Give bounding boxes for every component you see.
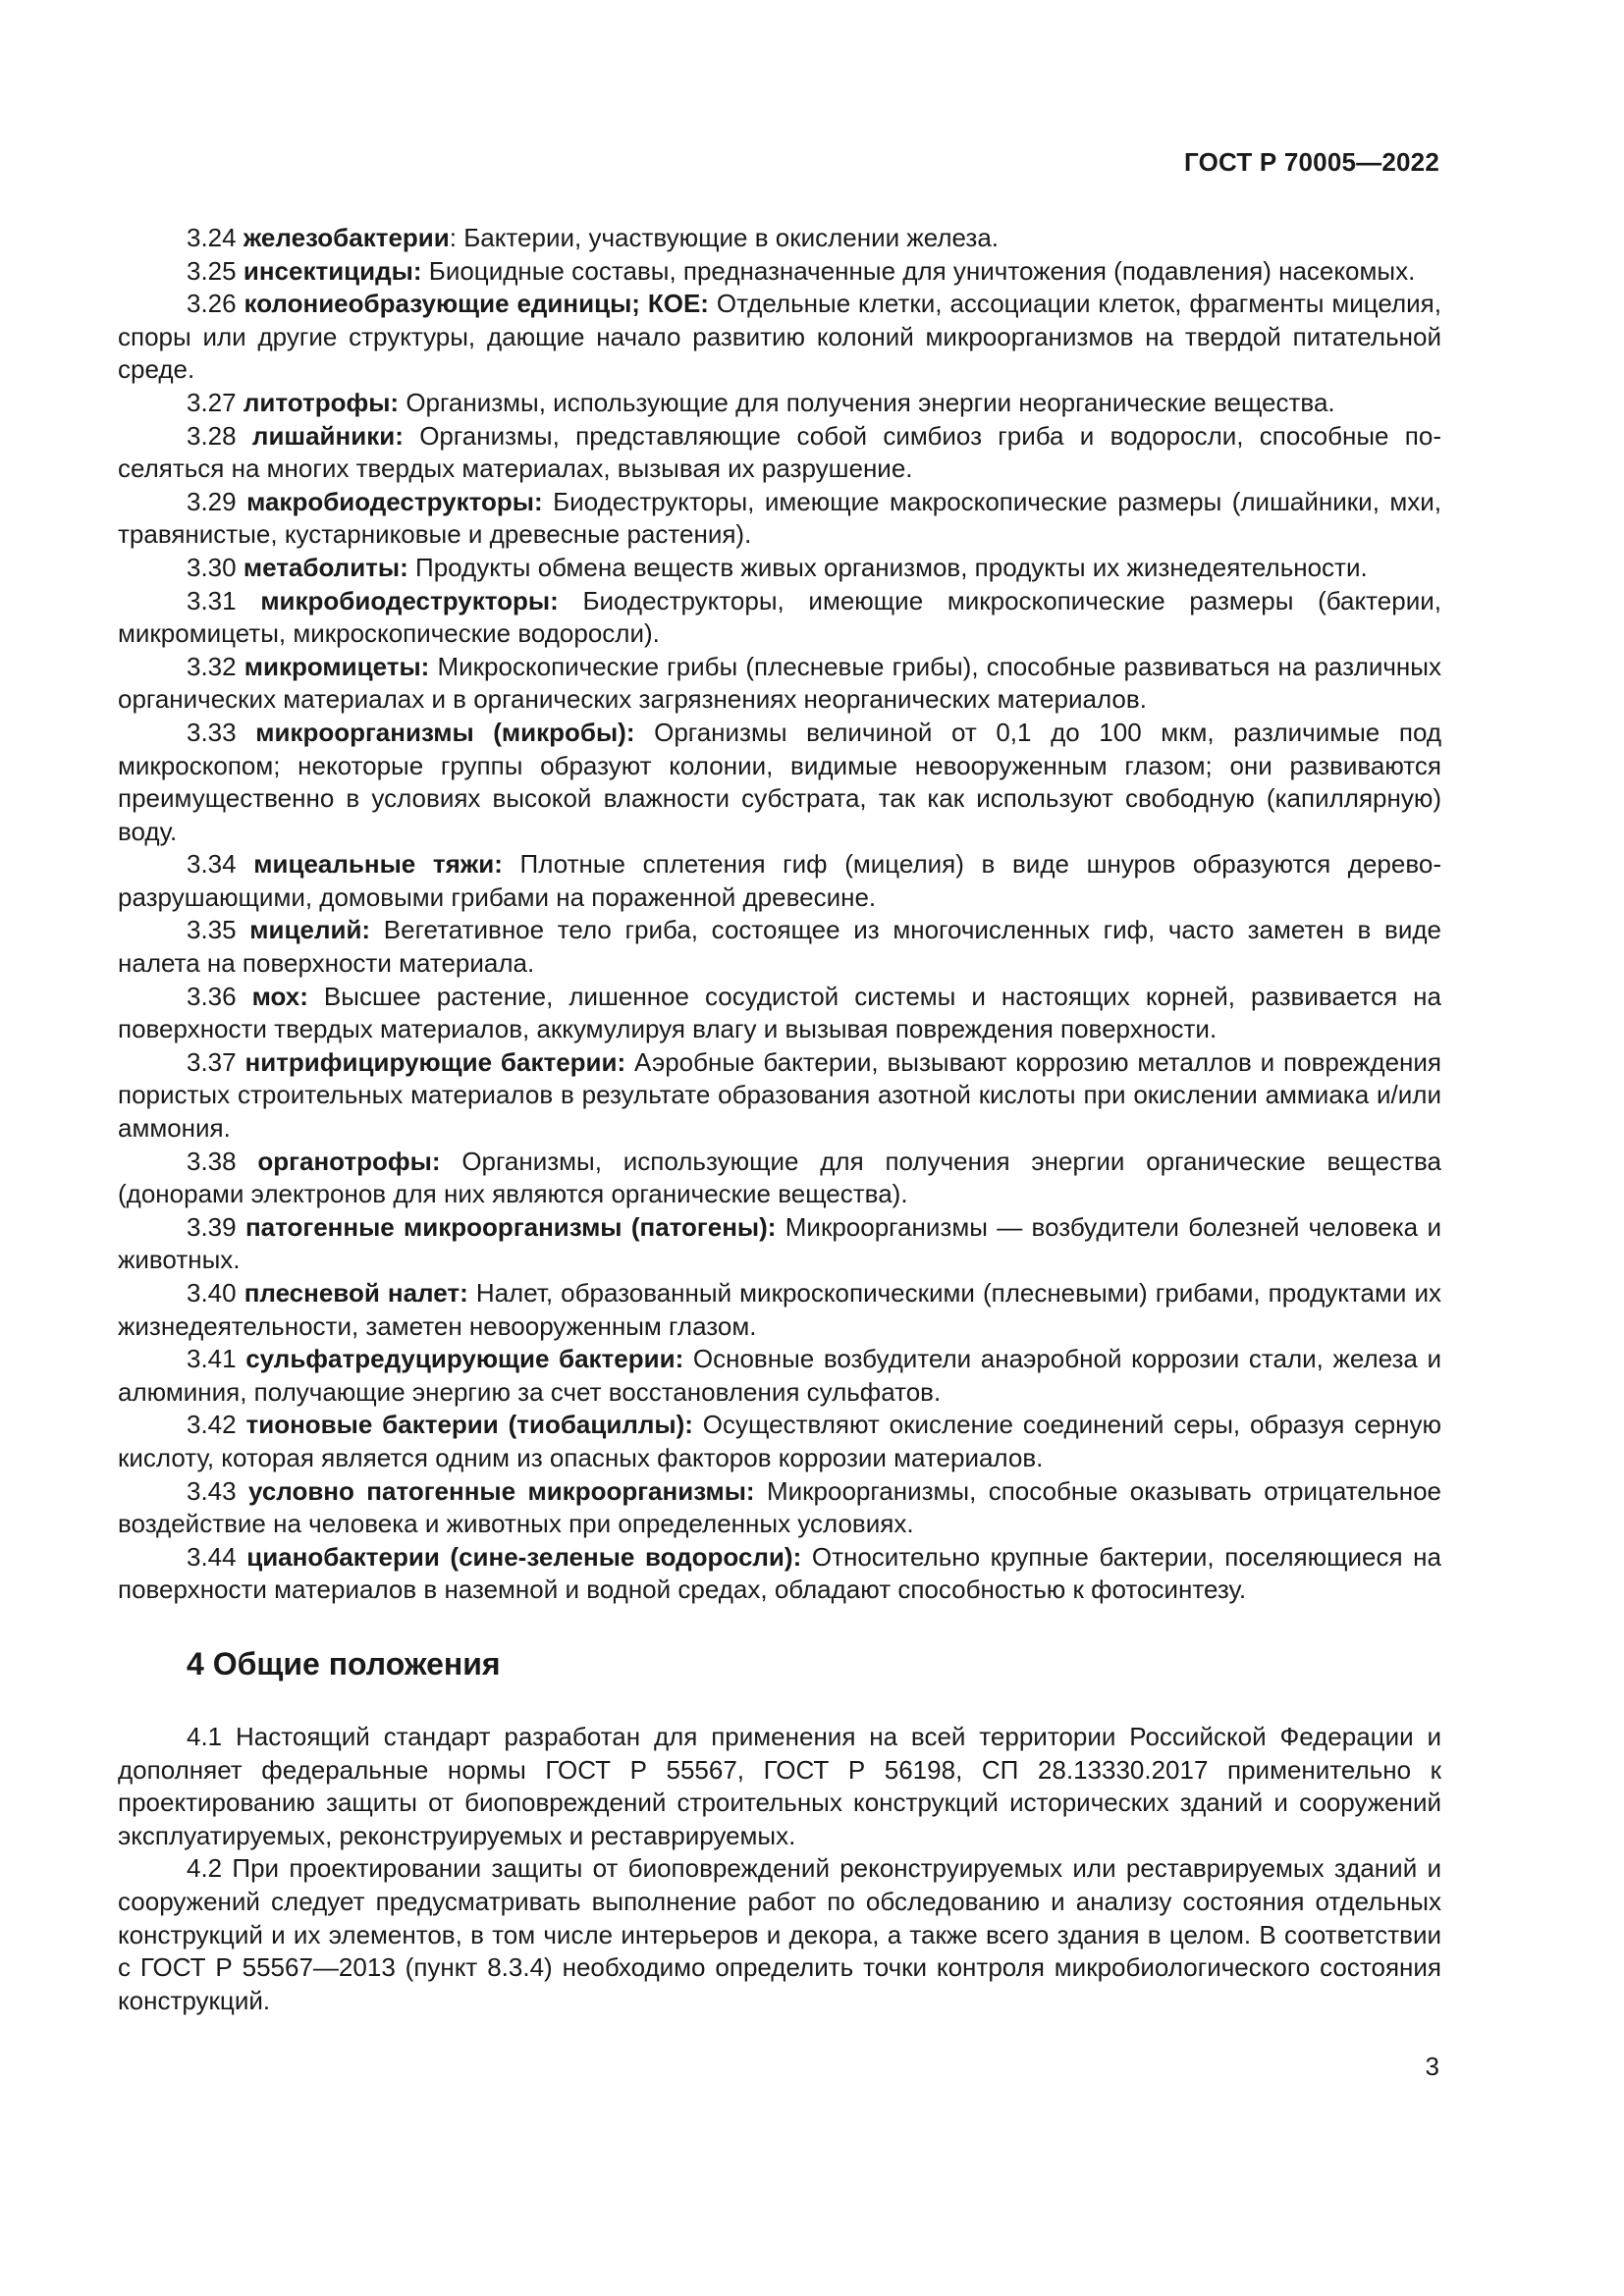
term-definition: Микроскопические грибы (плесневые грибы), способные развиваться на различных органических материалах и в органических загрязнениях неорганических материалов. — [118, 651, 1441, 715]
term-name: органотрофы: — [257, 1146, 441, 1176]
page-content — [118, 222, 1441, 2017]
term-separator — [503, 849, 520, 879]
term-separator — [408, 553, 415, 582]
term-name: лишайники: — [251, 420, 404, 451]
section-4-paragraph-2: 4.2 При проектировании защиты от биоповреждений реконструируемых или реставрируемых зданий и сооружений следует предусматривать выполнение работ по обследованию и анализу состояния отдельных конструкций и их элементов, в том числе интерьеров и декора, а также всего здания в целом. В соответствии с ГОСТ Р 55567—2013 (пункт 8.3.4) необходимо определить точки контроля микробиологического состояния конструкций. — [118, 1853, 1441, 2015]
term-number: 3.30 — [187, 552, 237, 582]
term-name: колониеобразующие единицы; КОЕ: — [244, 289, 709, 319]
term-name: мицеальные тяжи: — [253, 849, 503, 880]
term-number: 3.24 — [187, 223, 237, 252]
term-definition-item — [118, 914, 1441, 980]
term-name: мох: — [251, 981, 308, 1011]
term-name: железобактерии — [243, 223, 450, 252]
term-separator — [683, 1344, 693, 1373]
term-number: 3.29 — [187, 486, 237, 516]
term-definition: Налет, образованный микроскопическими (плесневыми) грибами, продуктами их жизнедеятельности, заметен невооруженным глазом. — [118, 1278, 1442, 1341]
term-separator — [693, 1410, 703, 1439]
term-separator — [755, 1476, 767, 1506]
term-definition-item — [118, 651, 1441, 717]
term-definition-item — [118, 387, 1441, 420]
term-definition: Организмы, использующие для получения энергии органические вещества (донорами электронов для них являются органические вещества). — [118, 1146, 1441, 1209]
term-number: 3.35 — [187, 915, 237, 945]
term-definition-item — [118, 1475, 1441, 1541]
term-number: 3.27 — [187, 387, 237, 417]
term-definition: Отдельные клетки, ассоциации клеток, фрагменты мицелия, споры или другие структуры, дающие начало развитию колоний микроорганизмов на твердой питательной среде. — [118, 289, 1441, 385]
term-name: микроорганизмы (микробы): — [255, 717, 635, 747]
term-definition-item — [118, 1409, 1441, 1474]
term-number: 3.34 — [187, 849, 237, 880]
term-name: цианобактерии (сине-зеленые водоросли): — [246, 1541, 802, 1572]
term-number: 3.33 — [187, 717, 237, 747]
term-definition-item — [118, 717, 1441, 848]
term-separator — [404, 421, 419, 451]
term-number: 3.31 — [187, 585, 237, 615]
term-separator — [776, 1212, 785, 1242]
term-separator — [709, 289, 717, 318]
term-separator — [441, 1147, 462, 1176]
term-number: 3.32 — [187, 651, 237, 681]
term-definition: Биоцидные составы, предназначенные для уничтожения (подавления) насекомых. — [428, 255, 1416, 286]
term-number: 3.44 — [187, 1541, 237, 1572]
term-definition: Организмы, представляющие собой симбиоз гриба и водоросли, способные поселяться на многих твердых материалах, вызывая их разрушение. — [118, 420, 1441, 484]
term-definition-item — [118, 288, 1441, 387]
term-separator — [468, 1278, 476, 1308]
term-definition-item — [118, 420, 1441, 486]
term-definition: Относительно крупные бактерии, поселяющиеся на поверхности материалов в наземной и водной средах, обладают способностью к фотосинтезу. — [118, 1541, 1441, 1605]
term-definition-item — [118, 1541, 1441, 1607]
term-name: патогенные микроорганизмы (патогены): — [244, 1211, 777, 1242]
term-definition: Вегетативное тело гриба, состоящее из многочисленных гиф, часто заметен в виде налета на поверхности материала. — [118, 915, 1441, 979]
term-number: 3.42 — [187, 1410, 237, 1440]
term-number: 3.28 — [187, 420, 237, 451]
term-definition: Аэробные бактерии, вызывают коррозию металлов и повреждения пористых строительных материалов в результате образования азотной кислоты при окислении аммиака и/или аммония. — [118, 1046, 1441, 1144]
term-definition: Организмы величиной от 0,1 до 100 мкм, различимые под микроскопом; некоторые группы образуют колонии, видимые невооруженным глазом; они развиваются преимущественно в условиях высокой влажности субстрата, так как используют свободную (капиллярную) воду. — [118, 717, 1442, 846]
term-name: микромицеты: — [244, 651, 430, 681]
term-definition-item — [118, 1046, 1441, 1146]
term-definition-item — [118, 222, 1441, 255]
document-code-header: ГОСТ Р 70005—2022 — [1184, 147, 1439, 177]
term-separator — [625, 1047, 634, 1077]
term-separator — [543, 487, 553, 516]
term-definition: Микроорганизмы, способные оказывать отрицательное воздействие на человека и животных при определенных условиях. — [118, 1475, 1441, 1539]
term-definition: Осуществляют окисление соединений серы, образуя серную кислоту, которая является одним из опасных факторов коррозии материалов. — [118, 1410, 1441, 1472]
term-number: 3.26 — [187, 289, 237, 319]
term-separator — [422, 256, 429, 286]
term-definition: Бактерии, участвующие в окислении железа. — [463, 223, 999, 252]
term-number: 3.39 — [187, 1211, 237, 1242]
term-separator — [801, 1542, 812, 1572]
term-number: 3.40 — [187, 1278, 237, 1308]
term-definition-item — [118, 981, 1441, 1046]
term-name: микробиодеструкторы: — [260, 585, 559, 615]
term-definition: Биодеструкторы, имеющие макроскопические размеры (лишайники, мхи, травянистые, кустарниковые и древесные растения). — [118, 486, 1441, 550]
term-definition-item — [118, 255, 1441, 289]
term-definition-item — [118, 1211, 1441, 1277]
term-name: условно патогенные микроорганизмы: — [248, 1475, 755, 1506]
term-definition: Организмы, использующие для получения энергии неорганические вещества. — [406, 387, 1335, 417]
term-definition-item — [118, 1277, 1441, 1343]
term-name: метаболиты: — [243, 552, 408, 582]
term-name: плесневой налет: — [244, 1278, 468, 1308]
term-number: 3.38 — [187, 1146, 237, 1176]
term-name: тионовые бактерии (тиобациллы): — [245, 1410, 693, 1440]
term-number: 3.41 — [187, 1344, 237, 1374]
term-definition-item — [118, 585, 1441, 651]
term-definition-item — [118, 1146, 1441, 1211]
term-definition: Микроорганизмы — возбудители болезней человека и животных. — [118, 1211, 1441, 1275]
term-definition: Продукты обмена веществ живых организмов, продукты их жизнедеятельности. — [415, 552, 1368, 582]
term-definition: Высшее растение, лишенное сосудистой системы и настоящих корней, развивается на поверхности твердых материалов, аккумулируя влагу и вызывая повреждения поверхности. — [118, 981, 1441, 1044]
term-separator — [635, 718, 655, 747]
section-4-title: 4 Общие положения — [187, 1645, 501, 1682]
section-4-paragraph-1: 4.1 Настоящий стандарт разработан для применения на всей территории Российской Федерации и дополняет федеральные нормы ГОСТ Р 55567, ГОСТ Р 56198, СП 28.13330.2017 применительно к проектированию защиты от биоповреждений строительных конструкций исторических зданий и сооружений эксплуатируемых, реконструируемых и реставрируемых. — [118, 1721, 1441, 1850]
term-name: литотрофы: — [243, 387, 400, 417]
term-definition-item — [118, 848, 1441, 914]
term-separator — [559, 586, 583, 615]
term-separator: : — [449, 223, 464, 252]
term-number: 3.25 — [187, 255, 237, 286]
term-number: 3.37 — [187, 1046, 237, 1077]
term-number: 3.43 — [187, 1475, 237, 1506]
term-definition-item — [118, 552, 1441, 585]
term-name: сульфатредуцирующие бактерии: — [245, 1344, 684, 1374]
term-name: макробиодеструкторы: — [246, 486, 543, 516]
term-definition: Плотные сплетения гиф (мицелия) в виде шнуров образуются дереворазрушающими, домовыми грибами на пораженной древесине. — [118, 849, 1441, 912]
term-separator — [370, 915, 384, 944]
term-definition-item — [118, 486, 1441, 552]
term-name: мицелий: — [249, 915, 371, 945]
term-definition-item — [118, 1343, 1441, 1409]
term-definition: Основные возбудители анаэробной коррозии стали, железа и алюминия, получающие энергию за счет восстановления сульфатов. — [118, 1344, 1442, 1407]
term-separator — [308, 982, 324, 1011]
page-number: 3 — [1425, 2052, 1439, 2081]
term-definition: Биодеструкторы, имеющие микроскопические размеры (бактерии, микромицеты, микроскопические водоросли). — [118, 585, 1441, 649]
terms-list — [118, 222, 1441, 1607]
term-number: 3.36 — [187, 981, 237, 1011]
term-name: инсектициды: — [243, 255, 422, 286]
term-name: нитрифицирующие бактерии: — [244, 1046, 626, 1077]
